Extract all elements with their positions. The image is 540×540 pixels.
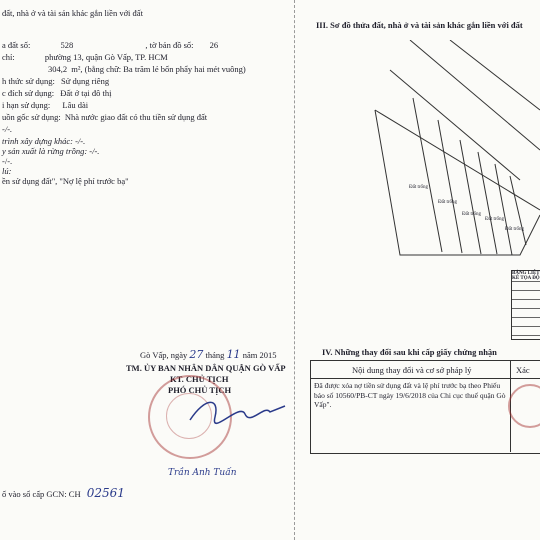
parcel-plan [350,40,540,270]
section-4-title: IV. Những thay đổi sau khi cấp giấy chứng nhận [322,347,497,357]
coordinate-table-title: BẢNG LIỆT KÊ TỌA ĐỘ [512,271,540,281]
handwritten-signature [185,392,295,432]
usage-term-line: i hạn sử dụng: Lâu dài [2,100,89,110]
plan-label-3: Đất trống [462,212,482,217]
changes-header-divider [310,378,540,379]
item-construction: trình xây dựng khác: -/-. [2,136,86,146]
coordinate-table [511,270,540,340]
item-other: -/-. [2,156,13,166]
section-3-title: III. Sơ đồ thửa đất, nhà ở và tài sản khác gắn liền với đất [316,20,523,30]
place-date: Gò Vấp, ngày 27 tháng 11 năm 2015 [140,348,277,361]
plan-label-5: Đất trống [505,227,525,232]
usage-purpose-line: c đích sử dụng: Đất ở tại đô thị [2,88,112,98]
item-forest: y sản xuất là rừng trồng: -/-. [2,146,100,156]
item-note-label: lú: [2,166,12,176]
signer-name: Trần Anh Tuấn [168,468,237,478]
left-header: đất, nhà ở và tài sản khác gắn liền với đất [2,8,143,18]
plan-label-1: Đất trống [409,185,429,190]
gcn-number-line: ố vào sổ cấp GCN: CH 02561 [2,486,125,500]
changes-header-confirm: Xác [516,365,530,375]
area-line: 304,2 m², (bằng chữ: Ba trăm lẻ bốn phẩy hai mét vuông) [48,64,246,74]
address-line: chỉ: phường 13, quận Gò Vấp, TP. HCM [2,52,168,62]
item-house: -/-. [2,124,13,134]
plan-label-2: Đất trống [438,200,458,205]
changes-entry: Đã được xóa nợ tiền sử dụng đất và lệ phí trước bạ theo Phiếu báo số 10560/PB-CT ngày 19/6/2018 của Chi cục thuế quận Gò Vấp". [314,381,506,409]
plan-label-4: Đất trống [485,217,505,222]
changes-header-content: Nội dung thay đổi và cơ sở pháp lý [352,365,472,375]
note-text: ền sử dụng đất", "Nợ lệ phí trước bạ" [2,176,129,186]
role-1: KT. CHỦ TỊCH [170,374,229,384]
issuing-org: TM. ỦY BAN NHÂN DÂN QUẬN GÒ VẤP [126,363,286,373]
parcel-line: a đất số: 528 , tờ bản đồ số: 26 [2,40,219,50]
fold-line [294,0,296,540]
role-2: PHÓ CHỦ TỊCH [168,385,232,395]
usage-form-line: h thức sử dụng: Sử dụng riêng [2,76,110,86]
origin-line: uồn gốc sử dụng: Nhà nước giao đất có thu tiền sử dụng đất [2,112,208,122]
